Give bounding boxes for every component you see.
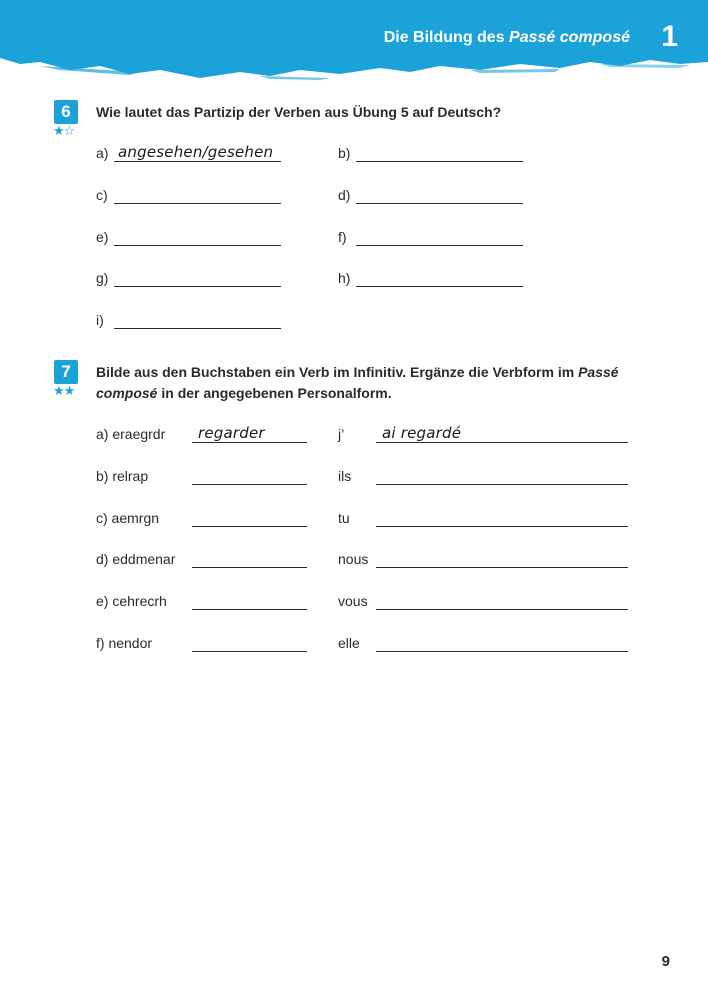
infinitive-line[interactable]: [192, 567, 307, 568]
answer-line[interactable]: [356, 203, 523, 204]
pronoun-label: tu: [338, 510, 350, 526]
answer-line[interactable]: [356, 245, 523, 246]
infinitive-line[interactable]: [192, 526, 307, 527]
difficulty-stars: ★☆: [53, 124, 75, 139]
verb-form-line[interactable]: [376, 484, 628, 485]
item-label: d): [338, 187, 351, 203]
pronoun-label: elle: [338, 635, 360, 651]
verb-form-line[interactable]: [376, 651, 628, 652]
pronoun-label: nous: [338, 551, 369, 567]
handwritten-answer: angesehen/gesehen: [118, 143, 274, 161]
answer-line[interactable]: [356, 161, 523, 162]
answer-line[interactable]: [114, 161, 281, 162]
scrambled-word: f) nendor: [96, 635, 153, 651]
chapter-number: 1: [661, 20, 678, 53]
verb-form-line[interactable]: [376, 609, 628, 610]
handwritten-answer: ai regardé: [382, 424, 462, 442]
item-label: a): [96, 145, 109, 161]
page-number: 9: [661, 953, 670, 970]
answer-line[interactable]: [114, 245, 281, 246]
item-label: g): [96, 270, 109, 286]
pronoun-label: vous: [338, 593, 368, 609]
exercise-number-badge: 6: [54, 100, 78, 124]
item-label: c): [96, 187, 108, 203]
answer-line[interactable]: [114, 203, 281, 204]
infinitive-line[interactable]: [192, 651, 307, 652]
page-header: [0, 0, 708, 90]
infinitive-line[interactable]: [192, 484, 307, 485]
exercise-number-badge: 7: [54, 360, 78, 384]
difficulty-stars: ★★: [53, 384, 75, 399]
handwritten-answer: regarder: [198, 424, 265, 442]
scrambled-word: e) cehrecrh: [96, 593, 167, 609]
answer-line[interactable]: [356, 286, 523, 287]
infinitive-line[interactable]: [192, 609, 307, 610]
item-label: h): [338, 270, 351, 286]
scrambled-word: b) relrap: [96, 468, 149, 484]
item-label: f): [338, 229, 347, 245]
exercise-instruction: Wie lautet das Partizip der Verben aus Übung 5 auf Deutsch?: [96, 104, 502, 120]
answer-line[interactable]: [114, 328, 281, 329]
scrambled-word: c) aemrgn: [96, 510, 160, 526]
chapter-title: Die Bildung des Passé composé: [383, 29, 630, 46]
scrambled-word: d) eddmenar: [96, 551, 176, 567]
verb-form-line[interactable]: [376, 526, 628, 527]
pronoun-label: ils: [338, 468, 352, 484]
item-label: b): [338, 145, 351, 161]
verb-form-line[interactable]: [376, 567, 628, 568]
infinitive-line[interactable]: [192, 442, 307, 443]
answer-line[interactable]: [114, 286, 281, 287]
item-label: i): [96, 312, 104, 328]
item-label: e): [96, 229, 109, 245]
pronoun-label: j’: [338, 426, 345, 442]
verb-form-line[interactable]: [376, 442, 628, 443]
scrambled-word: a) eraegrdr: [96, 426, 166, 442]
exercise-instruction: Bilde aus den Buchstaben ein Verb im Infinitiv. Ergänze die Verbform im Passé composé in der angegebenen Personalform.: [96, 364, 619, 401]
